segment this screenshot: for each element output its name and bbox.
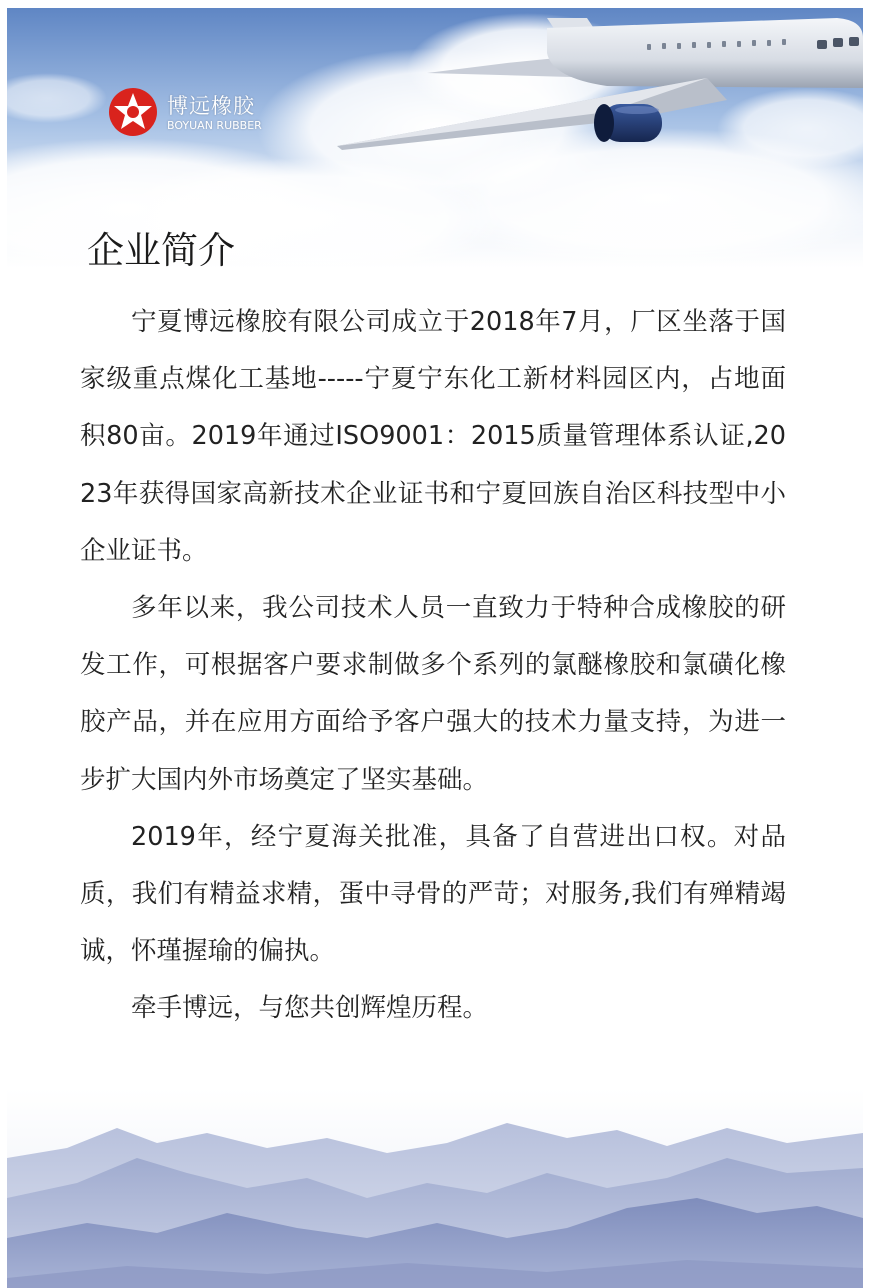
logo-name-en: BOYUAN RUBBER (167, 119, 262, 132)
company-logo (107, 86, 287, 142)
mountain-illustration (7, 1088, 863, 1288)
page-title: 企业简介 (87, 229, 235, 272)
intro-paragraph-3: 2019年，经宁夏海关批准，具备了自营进出口权。对品质，我们有精益求精，蛋中寻骨的严苛；对服务,我们有殚精竭诚，怀瑾握瑜的偏执。 (80, 821, 786, 967)
intro-paragraph-2: 多年以来，我公司技术人员一直致力于特种合成橡胶的研发工作，可根据客户要求制做多个系列的氯醚橡胶和氯磺化橡胶产品，并在应用方面给予客户强大的技术力量支持，为进一步扩大国内外市场奠定了坚实基础。 (80, 593, 786, 795)
poster (7, 8, 863, 1288)
intro-paragraph-1: 宁夏博远橡胶有限公司成立于2018年7月，厂区坐落于国家级重点煤化工基地-----宁夏宁东化工新材料园区内，占地面积80亩。2019年通过ISO9001：2015质量管理体系认证,2023年获得国家高新技术企业证书和宁夏回族自治区科技型中小企业证书。 (80, 307, 786, 566)
intro-paragraph-4: 牵手博远，与您共创辉煌历程。 (131, 993, 489, 1024)
logo-name-cn: 博远橡胶 (167, 94, 255, 118)
boyuan-logo-icon (107, 86, 159, 138)
company-intro-body (80, 294, 786, 1038)
mountain-landscape (7, 1088, 863, 1288)
